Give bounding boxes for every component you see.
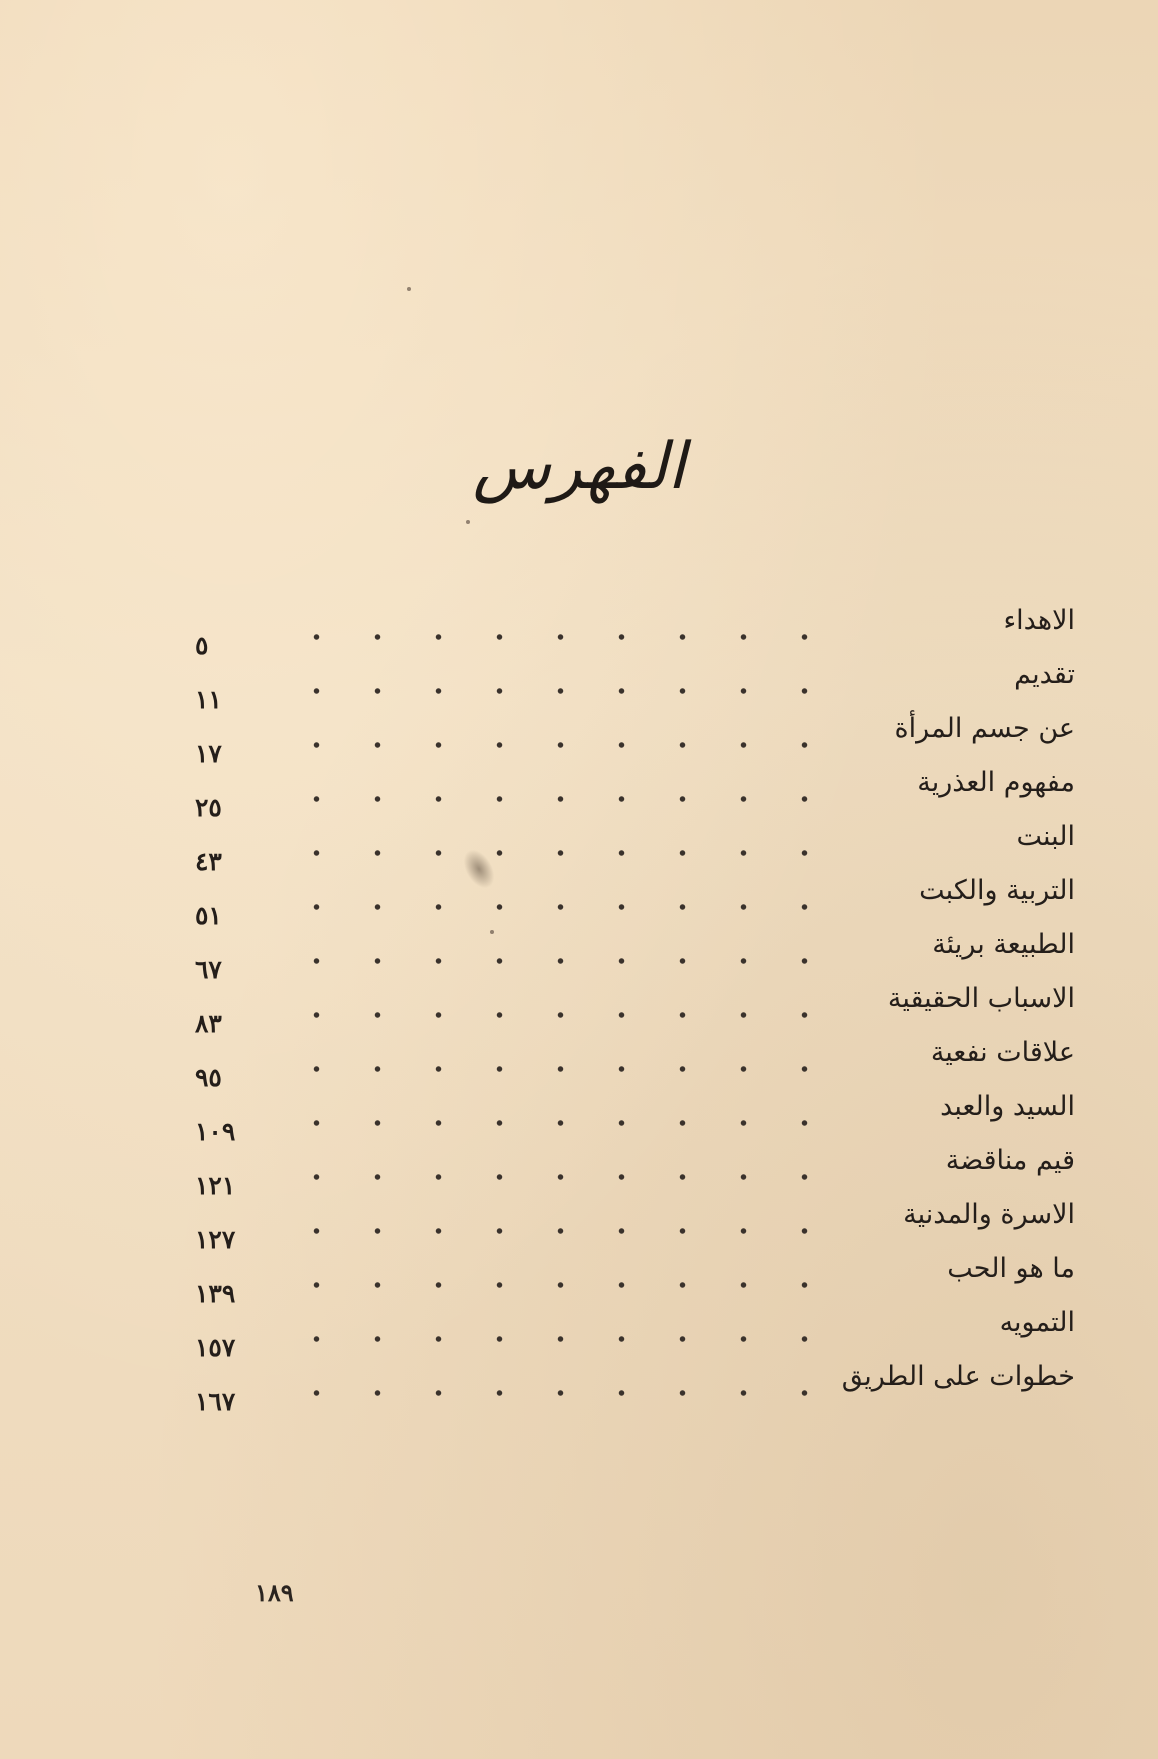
dot-leader [265, 1267, 835, 1303]
toc-entry [195, 767, 1075, 821]
toc-entry-page: ١٠٩ [195, 1117, 236, 1146]
toc-entry [195, 1199, 1075, 1253]
toc-entry-title: تقديم [1014, 659, 1075, 690]
toc-entry-page: ٥١ [195, 901, 222, 930]
toc-entry [195, 605, 1075, 659]
toc-entry [195, 1037, 1075, 1091]
toc-entry-title: السيد والعبد [940, 1091, 1075, 1122]
dot-leader [265, 997, 835, 1033]
table-of-contents [195, 605, 1075, 1415]
toc-entry-title: علاقات نفعية [930, 1037, 1075, 1068]
toc-entry [195, 1307, 1075, 1361]
toc-entry-title: التربية والكبت [919, 875, 1075, 906]
dot-leader [265, 1375, 835, 1411]
toc-entry-title: عن جسم المرأة [894, 713, 1075, 744]
toc-entry-title: خطوات على الطريق [841, 1361, 1075, 1392]
toc-entry-page: ١٦٧ [195, 1387, 236, 1416]
dot-leader [265, 835, 835, 871]
toc-entry-title: الاهداء [1003, 605, 1075, 636]
toc-entry [195, 821, 1075, 875]
toc-entry-page: ١٢١ [195, 1171, 236, 1200]
toc-entry-page: ١١ [195, 685, 222, 714]
toc-entry [195, 929, 1075, 983]
toc-entry-page: ٤٣ [195, 847, 222, 876]
toc-entry-page: ٨٣ [195, 1009, 222, 1038]
toc-entry-page: ٥ [195, 631, 209, 660]
dot-leader [265, 1051, 835, 1087]
toc-entry-title: الاسباب الحقيقية [887, 983, 1075, 1014]
toc-entry-title: مفهوم العذرية [917, 767, 1075, 798]
toc-entry-title: الاسرة والمدنية [903, 1199, 1075, 1230]
toc-entry [195, 713, 1075, 767]
dot-leader [265, 727, 835, 763]
toc-entry-page: ٦٧ [195, 955, 222, 984]
paper-speck [407, 287, 411, 291]
toc-entry-title: ما هو الحب [947, 1253, 1075, 1284]
toc-entry-page: ١٢٧ [195, 1225, 236, 1254]
dot-leader [265, 1321, 835, 1357]
dot-leader [265, 619, 835, 655]
toc-entry [195, 659, 1075, 713]
dot-leader [265, 943, 835, 979]
dot-leader [265, 1105, 835, 1141]
toc-entry-title: قيم مناقضة [945, 1145, 1075, 1176]
toc-entry [195, 1253, 1075, 1307]
page-number: ١٨٩ [255, 1578, 294, 1607]
toc-entry-title: البنت [1016, 821, 1075, 852]
dot-leader [265, 781, 835, 817]
page-title: الفهرس [472, 430, 686, 504]
dot-leader [265, 889, 835, 925]
toc-entry [195, 1361, 1075, 1415]
paper-speck [466, 520, 470, 524]
toc-entry-page: ١٣٩ [195, 1279, 236, 1308]
dot-leader [265, 1213, 835, 1249]
toc-entry-page: ١٥٧ [195, 1333, 236, 1362]
toc-entry-title: التمويه [999, 1307, 1075, 1338]
dot-leader [265, 1159, 835, 1195]
toc-entry-page: ٩٥ [195, 1063, 222, 1092]
toc-entry [195, 1091, 1075, 1145]
toc-entry [195, 875, 1075, 929]
toc-entry-page: ١٧ [195, 739, 222, 768]
toc-entry [195, 1145, 1075, 1199]
toc-entry-page: ٢٥ [195, 793, 222, 822]
toc-entry-title: الطبيعة بريئة [932, 929, 1075, 960]
toc-entry [195, 983, 1075, 1037]
dot-leader [265, 673, 835, 709]
